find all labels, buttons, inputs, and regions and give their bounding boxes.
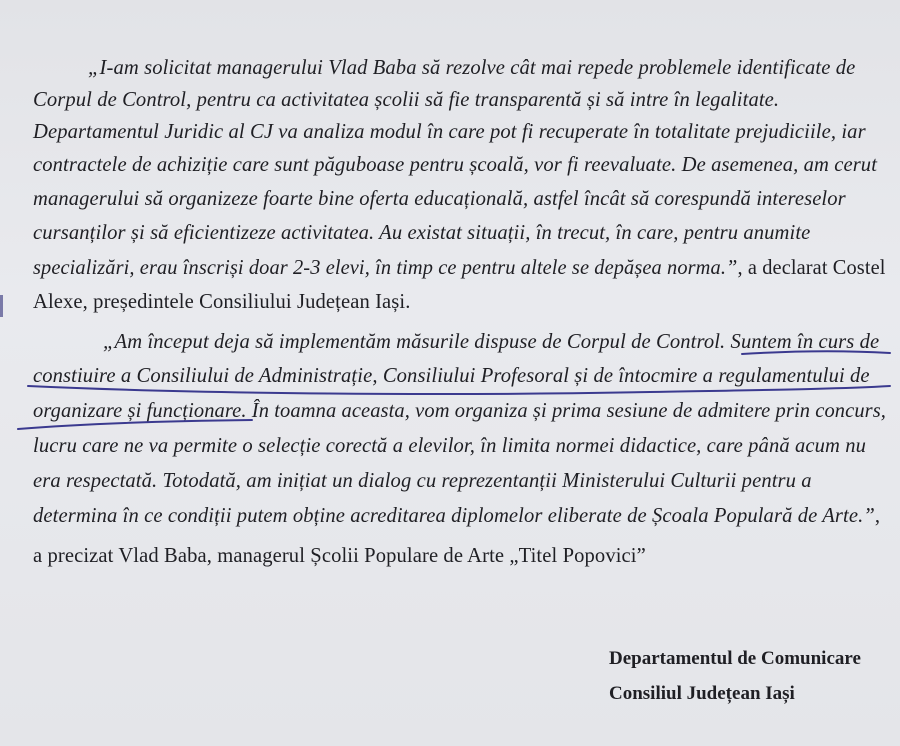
- paragraph-1-line-6: cursanților și să eficientizeze activitatea. Au existat situații, în trecut, în care, pentru anumite: [33, 222, 811, 244]
- underlined-text: organizare și funcționare: [33, 400, 242, 422]
- attribution-start: , a declarat Costel: [737, 257, 886, 279]
- sentence-part: „Am început deja să implementăm măsurile dispuse de Corpul de Control.: [103, 331, 731, 353]
- sentence-part: . În toamna aceasta, vom organiza și prima sesiune de admitere prin concurs,: [241, 400, 887, 422]
- paragraph-2-line-6: [33, 503, 880, 529]
- signature-institution: Consiliul Județean Iași: [609, 683, 795, 704]
- quote-ending: determina în ce condiții putem obține acreditarea diplomelor eliberate de Școala Populară de Arte.”: [33, 505, 875, 527]
- paragraph-2-line-2: constiuire a Consiliului de Administrație, Consiliului Profesoral și de întocmire a regulamentului de: [33, 365, 870, 387]
- comma: ,: [874, 505, 881, 527]
- quote-ending: specializări, erau înscriși doar 2-3 elevi, în timp ce pentru altele se depășea norma.”: [33, 257, 738, 279]
- paragraph-1-line-4: contractele de achiziție care sunt păguboase pentru școală, vor fi reevaluate. De asemenea, am cerut: [33, 154, 878, 176]
- paragraph-2-line-7: a precizat Vlad Baba, managerul Școlii Populare de Arte „Titel Popovici”: [33, 545, 646, 567]
- underlined-text: Suntem în curs de: [730, 331, 880, 353]
- paragraph-2-line-1: [103, 329, 879, 355]
- paragraph-1-line-5: managerului să organizeze foarte bine oferta educațională, astfel încât să corespundă intereselor: [33, 188, 846, 210]
- margin-mark: [0, 295, 3, 317]
- signature-department: Departamentul de Comunicare: [609, 648, 861, 669]
- paragraph-2-line-5: era respectată. Totodată, am inițiat un dialog cu reprezentanții Ministerului Culturii pentru a: [33, 470, 812, 492]
- paragraph-1-line-1: „I-am solicitat managerului Vlad Baba să rezolve cât mai repede problemele identificate de: [88, 57, 856, 79]
- paragraph-2-line-3: [33, 398, 886, 424]
- paragraph-1-line-3: Departamentul Juridic al CJ va analiza modul în care pot fi recuperate în totalitate prejudiciile, iar: [33, 121, 866, 143]
- paragraph-2-line-4: lucru care ne va permite o selecție corectă a elevilor, în limita normei didactice, care până acum nu: [33, 435, 867, 457]
- paragraph-1-line-2: Corpul de Control, pentru ca activitatea școlii să fie transparentă și să intre în legalitate.: [33, 89, 780, 111]
- paragraph-1-line-7: [33, 255, 886, 281]
- paragraph-1-line-8: Alexe, președintele Consiliului Județean Iași.: [33, 291, 411, 313]
